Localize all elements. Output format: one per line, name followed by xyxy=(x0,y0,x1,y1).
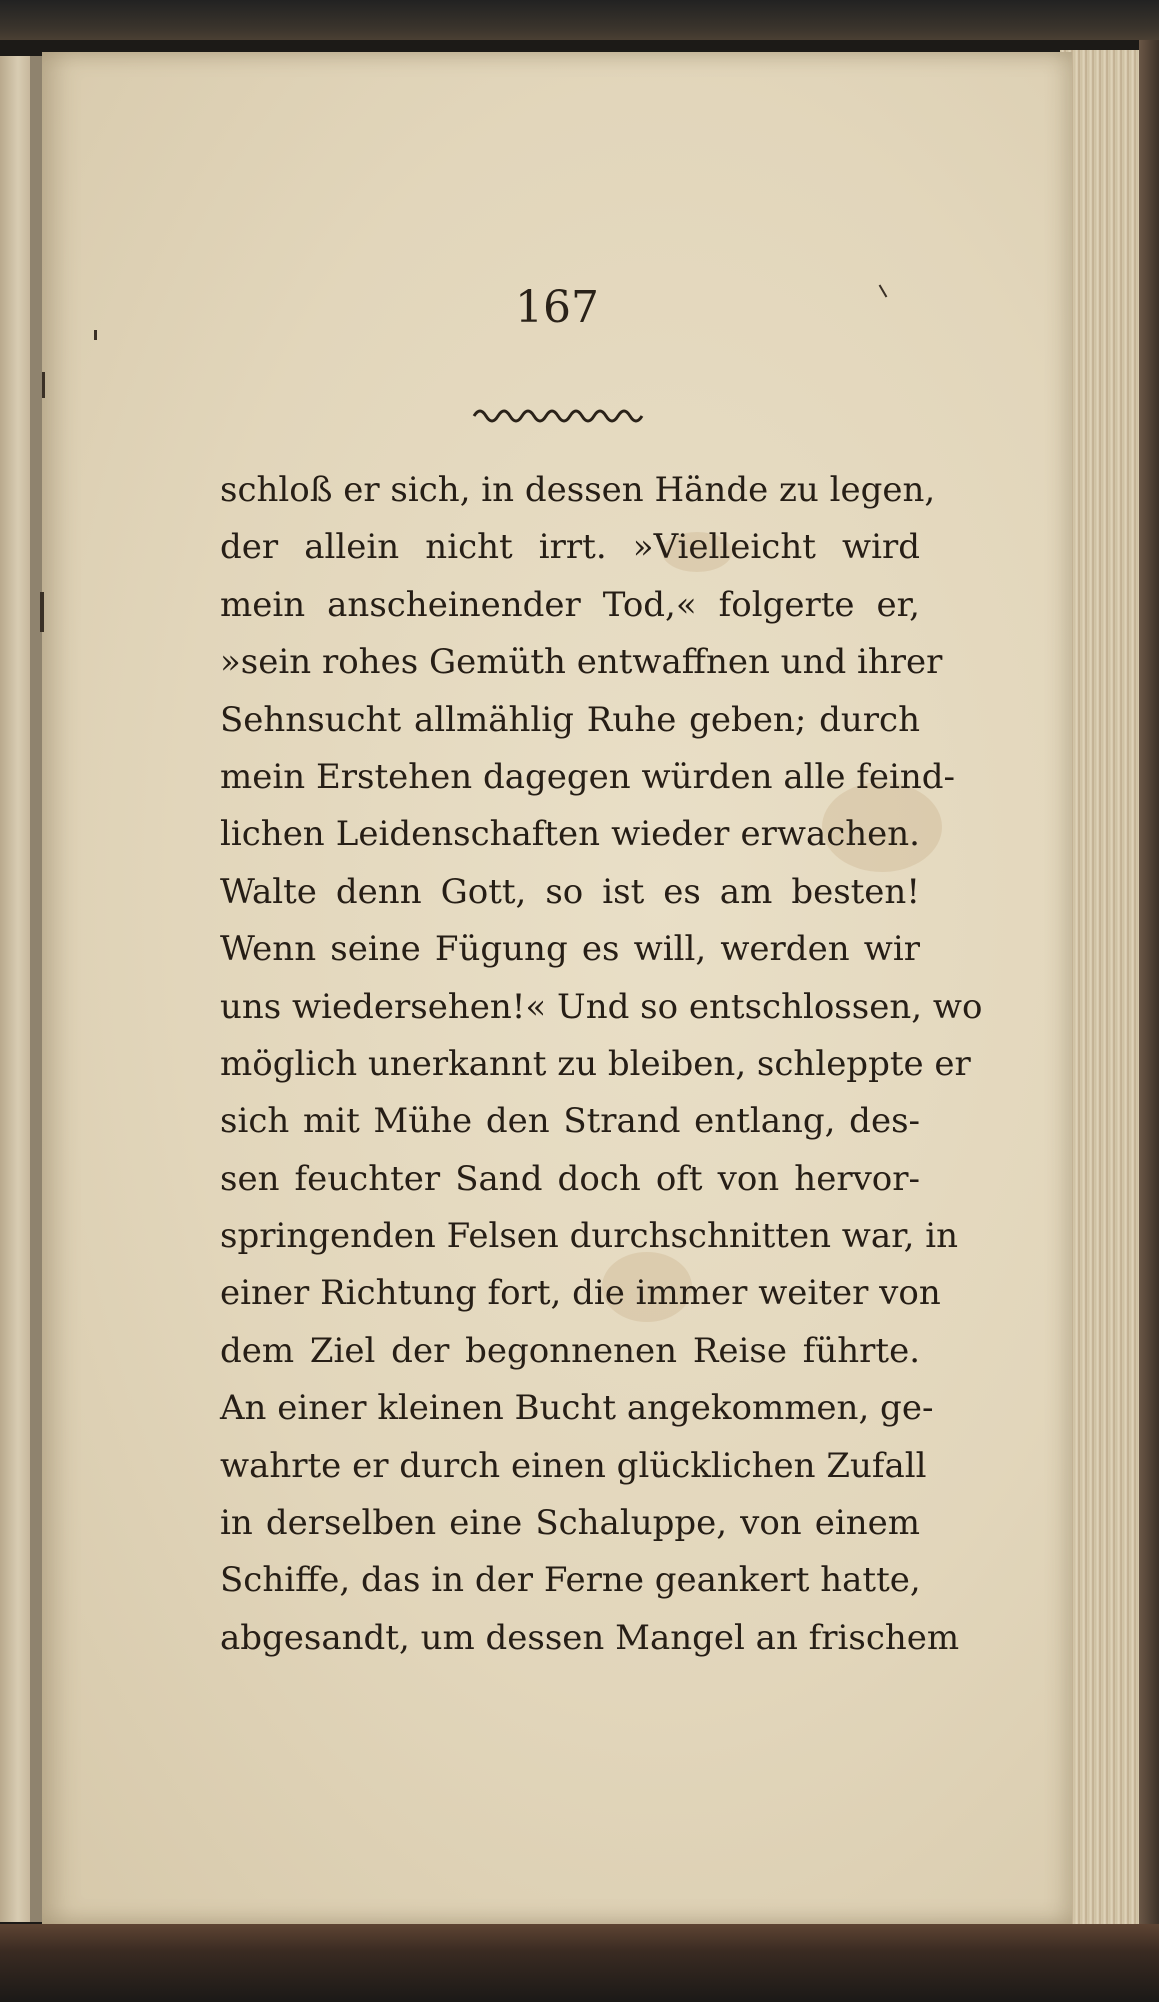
text-line: sich mit Mühe den Strand entlang, des- xyxy=(220,1101,920,1142)
book-page xyxy=(42,52,1072,1924)
text-line: Wenn seine Fügung es will, werden wir xyxy=(220,929,920,970)
text-line: Schiffe, das in der Ferne geankert hatte, xyxy=(220,1560,921,1601)
text-line: An einer kleinen Bucht angekommen, ge- xyxy=(220,1388,934,1429)
text-line: möglich unerkannt zu bleiben, schleppte er xyxy=(220,1043,971,1084)
text-line: in derselben eine Schaluppe, von einem xyxy=(220,1503,920,1544)
margin-mark xyxy=(879,284,888,297)
text-line: wahrte er durch einen glücklichen Zufall xyxy=(220,1445,927,1486)
text-line: Walte denn Gott, so ist es am besten! xyxy=(220,871,920,912)
body-text xyxy=(220,462,983,1667)
top-binding-edge xyxy=(0,0,1159,40)
text-line: abgesandt, um dessen Mangel an frischem xyxy=(220,1617,960,1658)
text-line: schloß er sich, in dessen Hände zu legen, xyxy=(220,470,936,510)
gutter-shadow xyxy=(30,56,42,1922)
text-line: dem Ziel der begonnenen Reise führte. xyxy=(220,1330,920,1371)
margin-mark xyxy=(94,330,97,340)
text-line: der allein nicht irrt. »Vielleicht wird xyxy=(220,527,920,568)
text-line: Sehnsucht allmählig Ruhe geben; durch xyxy=(220,699,920,740)
text-line: lichen Leidenschaften wieder erwachen. xyxy=(220,814,920,855)
margin-mark xyxy=(40,592,44,632)
text-line: uns wiedersehen!« Und so entschlossen, wo xyxy=(220,986,983,1027)
text-line: mein Erstehen dagegen würden alle feind- xyxy=(220,756,956,797)
text-line: »sein rohes Gemüth entwaffnen und ihrer xyxy=(220,642,943,683)
text-line: sen feuchter Sand doch oft von hervor- xyxy=(220,1158,920,1199)
text-line: mein anscheinender Tod,« folgerte er, xyxy=(220,584,920,625)
bottom-binding-edge xyxy=(0,1924,1159,2002)
wavy-rule-ornament xyxy=(472,402,652,424)
text-line: springenden Felsen durchschnitten war, in xyxy=(220,1216,959,1257)
page-number: 167 xyxy=(515,282,599,333)
book-cover-edge xyxy=(1139,40,1159,1930)
left-page-edge xyxy=(0,56,30,1922)
margin-mark xyxy=(42,372,45,398)
text-line: einer Richtung fort, die immer weiter von xyxy=(220,1273,941,1314)
